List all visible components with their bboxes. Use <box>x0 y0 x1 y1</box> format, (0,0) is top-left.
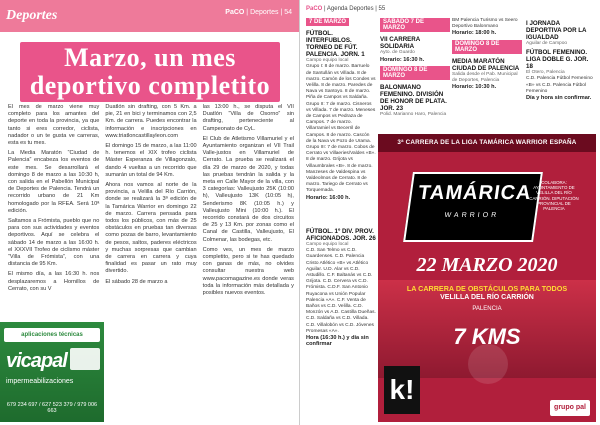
agenda-column-3 <box>452 18 522 94</box>
folio-section: Agenda Deportes <box>326 6 374 12</box>
event-details: C.D. San Telmo vs C.D. Guardenses. C.D. Palencia Cristo Atlético «B» vs Atlético Aguilar. U.D. Alar vs C.D. Astudillo. C.F. Baltanás vs C.D. Grijota. C.D. Cervera vs C.D. Frómista. C.D.F. San Antonio Ruyacona vs Unión Popular Palencia «A». C.F. Venta de Baños vs C.D. Velilla. C.D. Monzón vs A.D. Castilla Dueñas. C.D. Saldaña vs C.D. Villada. C.D. Villalobón vs C.D. Jóvenes Promesas «A». <box>306 248 376 334</box>
ad-tagline: aplicaciones técnicas <box>4 328 100 342</box>
paragraph: Duatlón sin drafting, con 5 Km. a pie, 21 en bici y terminamos con 2,5 Km. de carrera. Puedes encontrar la información e inscripciones en www.triatloncastillayleon.com <box>105 104 197 139</box>
poster-tagline: LA CARRERA DE OBSTÁCULOS PARA TODOS <box>406 284 568 293</box>
event-time: Hora (16:30 h.) y día sin confirmar <box>306 335 369 348</box>
folio-section: Deportes <box>250 9 279 16</box>
article-column-3 <box>203 104 294 352</box>
event-title: BALONMANO FEMENINO. DIVISIÓN DE HONOR DE PLATA. JOR. 23 <box>380 84 447 113</box>
event-place: BM Palencia Turismo vs Seero Deportivo Balonmano <box>452 18 518 30</box>
truck-icon <box>70 348 100 370</box>
article-column-1 <box>8 104 99 352</box>
event-place: Campo equipo local <box>306 242 349 247</box>
folio-brand: PaCO <box>225 9 245 16</box>
poster-brand-logo: grupo pal <box>550 400 590 416</box>
ad-subtitle: impermeabilizaciones <box>6 378 74 385</box>
poster-name-2: WARRIOR <box>444 212 500 219</box>
right-page <box>300 0 600 425</box>
event-title: MEDIA MARATÓN CIUDAD DE PALENCIA <box>452 58 520 73</box>
poster-province: PALENCIA <box>472 306 502 312</box>
event-time: Horario: 18:00 h. <box>452 30 497 37</box>
poster-k-logo: k! <box>384 366 420 414</box>
event-date: DOMINGO 8 DE MARZO <box>380 66 450 80</box>
vicapal-advertisement <box>0 322 104 422</box>
poster-sponsors: COLABORA: AYUNTAMIENTO DE VELILLA DEL RÍO CARRIÓN. DIPUTACIÓN PROVINCIAL DE PALENCIA <box>529 180 579 212</box>
paragraph: las 13:00 h., se disputa el VII Duatlón “Villa de Osorno” sin drafting, perteneciente al Campeonato de CyL. <box>202 104 294 132</box>
article-title <box>20 42 280 102</box>
agenda-column-1 <box>306 18 376 204</box>
event-place: Aguilar de Campoo <box>526 41 568 46</box>
poster-distance: 7 KMS <box>453 324 521 349</box>
event-date: SÁBADO 7 DE MARZO <box>380 18 450 32</box>
page-folio: PaCO | Deportes | 54 <box>225 9 292 16</box>
folio-page: 55 <box>378 6 386 12</box>
page-folio: PaCO | Agenda Deportes | 55 <box>306 6 386 12</box>
event-time: Horario: 10:30 h. <box>452 84 497 91</box>
title-line-2: deportivo completito <box>29 71 271 100</box>
paragraph: Como ves, un mes de marzo completito, pero si te has quedado con ganas de más, no olvides consultar nuestra web www.pacomagazine.es donde veras toda la información más detallada y posibles nuevos eventos. <box>202 246 294 297</box>
event-place: Salida desde el Pab. Municipal de Deportes, Palencia <box>452 72 518 84</box>
event-date: 7 DE MARZO <box>306 18 349 26</box>
folio-page: 54 <box>284 9 292 16</box>
paragraph: Saltamos a Frómista, pueblo que no para con sus actividades y eventos deportivos. Aquí se celebra el sábado 14 de marzo a las 16:00 h. el XXXVII Trofeo de ciclismo máster “Villa de Frómista”, con una distancia de 95 Km. <box>8 218 100 268</box>
event-time: Horario: 16:00 h. <box>306 194 351 201</box>
paragraph: Ahora nos vamos al norte de la provincia, a Velilla del Río Carrión, donde se realizará la 3ª edición de la Tamárica Warrior en domingo 22 de marzo. Carrera pensada para todos los públicos, con más de 25 obstáculos en pruebas tan diversas como pozas de barro, levantamiento de pesos, saltos, paderes eléctricos y muchas sorpresas que cambian de carrera en carrera y cuya finalidad es pasar un rato muy divertido. <box>105 182 197 275</box>
folio-brand: PaCO <box>306 6 323 12</box>
runner-icon <box>468 344 508 384</box>
event-title: FÚTBOL FEMENINO. LIGA DOBLE G. JOR. 18 <box>526 49 589 71</box>
event-title: I JORNADA DEPORTIVA POR LA IGUALDAD <box>526 20 587 41</box>
section-title: Deportes <box>6 8 58 23</box>
poster-date: 22 MARZO 2020 <box>416 254 558 276</box>
event-place: Campo equipo local <box>306 58 349 64</box>
event-time: Horario: 16:30 h. <box>380 56 425 63</box>
event-details: C.D. Palencia Fútbol Femenino «B» vs C.D. Palencia Fútbol Femenino <box>526 76 593 94</box>
paragraph: El domingo 15 de marzo, a las 11:00 h. tenemos el XIX trofeo ciclista Máster Esperanza de Villagonzalo, dando 4 vueltas a un recorrido que sumarán un total de 94 Km. <box>105 143 197 178</box>
paragraph: El mismo día, a las 16:30 h. nos desplazaremos a Hornillos de Cerrato, con su V <box>8 271 100 292</box>
event-place: Polid. Marianno Haro, Palencia <box>380 112 447 118</box>
tamarica-warrior-poster <box>378 134 596 422</box>
event-place: El Otero, Palencia <box>526 70 565 76</box>
poster-name: TAMÁRICA <box>416 182 534 204</box>
event-title: VII CARRERA SOLIDARIA <box>380 36 420 51</box>
title-line-1: Marzo, un mes <box>64 43 236 72</box>
ad-phone-numbers: 679 234 697 / 627 523 379 / 979 006 663 <box>6 402 98 414</box>
paragraph: El mes de marzo viene muy completo para los amantes del deporte en toda la provincia, ya que tanto si eres corredor, ciclista, nadador o un te gusta ve carreras, esta es tu mes. <box>8 104 100 147</box>
article-body <box>8 104 294 352</box>
poster-band: 3ª CARRERA DE LA LIGA TAMÁRICA WARRIOR ESPAÑA <box>378 134 596 152</box>
event-title: FÚTBOL. 1º DIV. PROV. AFICIONADOS. JOR. 26 <box>306 228 376 242</box>
agenda-column-2 <box>380 18 450 118</box>
event-date: DOMINGO 8 DE MARZO <box>452 40 522 54</box>
section-header <box>0 0 300 32</box>
event-time: Día y hora sin confirmar. <box>526 95 592 102</box>
ad-logo: vicapal <box>6 350 67 372</box>
agenda-column-4 <box>526 18 596 104</box>
agenda-column-1-continued <box>306 226 376 350</box>
event-title: FÚTBOL. INTERFUBLOS. TORNEO DE FÚT. PALENCIA. JORN. 1 <box>306 30 365 59</box>
event-place: Ayto. de Guardo <box>380 50 415 56</box>
poster-location: VELILLA DEL RÍO CARRIÓN <box>440 294 534 301</box>
paragraph: El sábado 28 de marzo a <box>105 278 168 285</box>
article-column-2 <box>105 104 196 352</box>
event-details: Grupo I: 8 de marzo. Barruelo de Santullán vs Villada. 8 de marzo. Camón de los Condes vs Velilla. 8 de marzo. Paredes de Nava vs Santoyo. 8 de marzo. Piña de Campos vs Saldaña. Grupo II: 7 de marzo. Cisneros vs Villada. 7 de marzo. Meneses de Campos vs Pedraza de Campos. 7 de marzo. Villarramiel vs Becerril de Campos. 8 de marzo. Cascón de la Nava vs Pozo de Urama. Grupo III: 7 de marzo. Cobos de Cerrato vs Villaeries/Valdes «B». 8 de marzo. Grijota vs Villaumbrales «B». 8 de marzo. Manzeses de Valdespina vs Valdeolmos de Cerrato. 8 de marzo. Tariego de Cerrato vs Torquemada. <box>306 64 376 194</box>
poster-logo <box>403 172 543 242</box>
paragraph: El Club de Atletismo Villamuriel y el Ayuntamiento organizan el VII Trail Valle-justos en Villamuriel de Cerrato. La prueba se realizará el día 29 de marzo de 2020, y todas las pruebas tendrán la salida y la meta en Calle Mayor de la villa, con 3 categorías: Valleujusto 25K (10:00 h), Valleujusto 13K (10:05 h), Senderismo 8K (10:05 h.) y Valleujusto Mini (10:00 h.). El recorrido constará de dos circuitos de 25 y 13 Km. por zonas como el Canal de Castilla, Valleujusto, El Colmenar, las bodegas, etc. <box>202 135 294 243</box>
paragraph: La Media Maratón “Ciudad de Palencia” encabeza los eventos de este mes. Se desarrollará el domingo 8 de marzo a las 10:30 h, con salida en el Pabellón Municipal de Deportes de Palencia. Tendrá un recorrido urbano de 21 Km homologado por la RFEA. Será 10ª edición. <box>8 150 100 214</box>
